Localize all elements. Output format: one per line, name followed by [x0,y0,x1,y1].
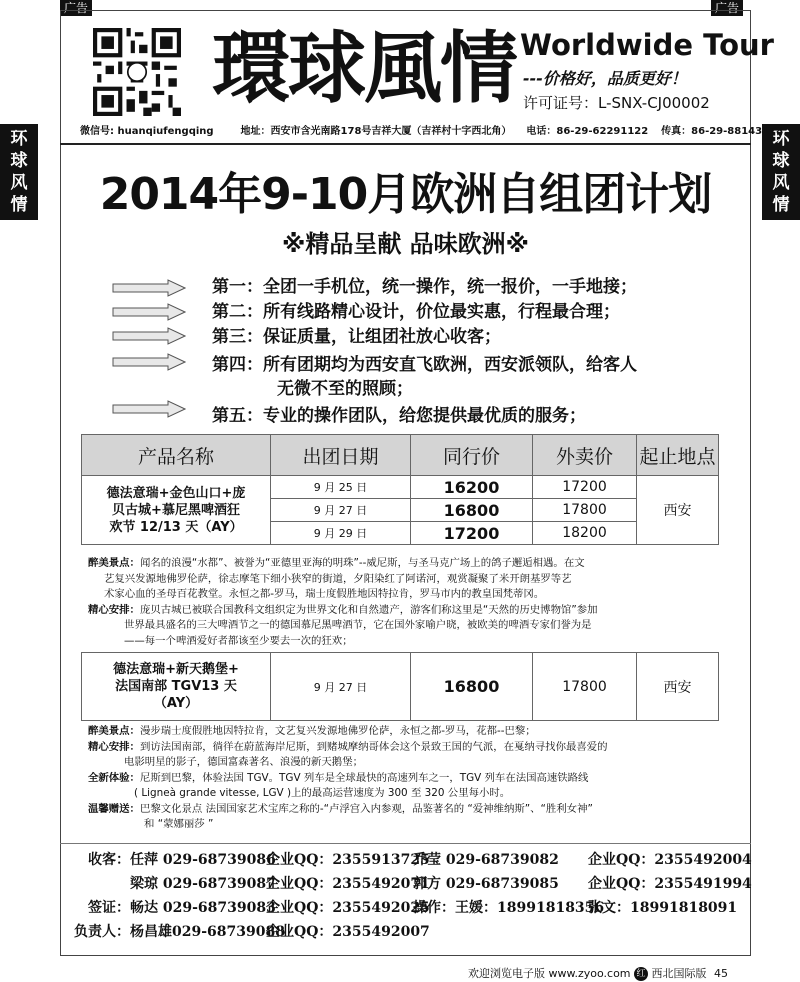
departure-city: 西安 [637,653,719,721]
price-table-2 [81,652,719,721]
product2-description: 醉美景点：漫步瑞士度假胜地因特拉肯，文艺复兴发源地佛罗伦萨，永恒之都-罗马，花都--巴黎； 精心安排：到访法国南部，徜徉在蔚蓝海岸尼斯，到赌城摩纳哥体会这个景致王国的气派，在戛纳寻找你最喜爱的 电影明星的影子，德国富森著名、浪漫的新天鹅堡； 全新体验：尼斯到巴黎，体验法国 TGV。TGV 列车是全球最快的高速列车之一，TGV 列车在法国高速铁路线 ( Ligneà grande vitesse, LGV )上的最高运营速度为 300 至 320 公里每小时。 温馨赠送：巴黎文化景点 法国国家艺术宝库之称的-“卢浮宫入内参观，品鉴著名的 “爱神维纳斯”、“胜利女神” 和 “蒙娜丽莎 ” [88,725,608,830]
ad-label-right: 广告 [711,0,743,16]
table-row-date: 9 月 27 日 [271,499,411,522]
product-name: 德法意瑞+金色山口+庞 贝古城+慕尼黑啤酒狂 欢节 12/13 天（AY） [82,476,271,545]
contact-name: 签证：畅达 029-68739083 [88,900,276,916]
contact-name: 张文：18991818091 [588,900,738,916]
page-subtitle: ※精品呈献 品味欧洲※ [281,230,530,258]
arrow-right-icon [112,303,186,321]
table-row-retail-price: 17800 [533,499,637,522]
contact-name: 梁琼 029-68739087 [130,876,276,892]
contact-name: 郭方 029-68739085 [413,876,559,892]
contact-name: 收客：任萍 029-68739086 [88,852,276,868]
col-header-retail-price: 外卖价 [533,435,637,476]
table-row-date: 9 月 27 日 [271,653,411,721]
product-name: 德法意瑞+新天鹅堡+ 法国南部 TGV13 天 （AY） [82,653,271,721]
contact-name: 操作：王媛：18991818356 [413,900,605,916]
point-5: 第五：专业的操作团队，给您提供最优质的服务； [212,406,586,426]
table-row-peer-price: 16800 [411,653,533,721]
contact-qq: 企业QQ：2355491994 [588,876,752,892]
address: 地址：西安市含光南路178号吉祥大厦（吉祥村十字西北角） [240,126,512,137]
arrow-right-icon [112,327,186,345]
side-label-right: 环 球 风 情 [762,124,800,220]
fax: 传真：86-29-88143178 [661,126,783,137]
license-number: 许可证号：L-SNX-CJ00002 [523,94,710,112]
contact-qq: 企业QQ：2355492025 [266,900,430,916]
col-header-product: 产品名称 [82,435,271,476]
footer-url-text: 欢迎浏览电子版 www.zyoo.com [468,967,631,980]
contact-qq: 企业QQ：2355492004 [588,852,752,868]
point-4-cont: 无微不至的照顾； [277,379,413,399]
table-row-peer-price: 17200 [411,522,533,545]
point-2: 第二：所有线路精心设计，价位最实惠，行程最合理； [212,302,620,322]
edition: 西北国际版 [651,967,707,980]
contacts-divider [60,843,751,844]
arrow-right-icon [112,400,186,418]
departure-city: 西安 [637,476,719,545]
table-row-peer-price: 16800 [411,499,533,522]
product1-description: 醉美景点：闻名的浪漫“水都”、被誉为“亚德里亚海的明珠”--威尼斯，与圣马克广场上的鸽子邂逅相遇。在文 艺复兴发源地佛罗伦萨，徐志摩笔下细小狭窄的街道，夕阳染红了阿诺河，观赏凝聚了米开朗基罗等艺 术家心血的圣母百花教堂。永恒之都-罗马，瑞士度假胜地因特拉肯，罗马市内的教皇国梵蒂冈。 精心安排：庞贝古城已被联合国教科文组织定为世界文化和自然遗产，游客们称这里是“天然的历史博物馆”参加 世界最具盛名的三大啤酒节之一的德国慕尼黑啤酒节，它在国外家喻户晓，被欧美的啤酒专家们誉为是 ——每一个啤酒爱好者都该至少要去一次的狂欢； [88,557,598,647]
contact-name: 负责人：杨昌雄029-68739088 [74,924,285,940]
table-row-peer-price: 16200 [411,476,533,499]
address-bar [80,122,783,137]
table-row-retail-price: 17800 [533,653,637,721]
page-title: 2014年9-10月欧洲自组团计划 [99,169,712,220]
brand-english: Worldwide Tour [520,28,774,62]
brand-title: 環球風情 [212,24,517,114]
table-row-date: 9 月 25 日 [271,476,411,499]
col-header-city: 起止地点 [637,435,719,476]
table-row-retail-price: 17200 [533,476,637,499]
point-3: 第三：保证质量，让组团社放心收客； [212,327,501,347]
ad-label-left: 广告 [60,0,92,16]
slogan: ---价格好，品质更好！ [523,69,687,88]
col-header-peer-price: 同行价 [411,435,533,476]
badge-icon: 红 [634,967,648,981]
contact-qq: 企业QQ：2355492007 [266,924,430,940]
arrow-right-icon [112,353,186,371]
contact-qq: 企业QQ：2355913725 [266,852,430,868]
page-number: 45 [714,967,729,980]
point-4: 第四：所有团期均为西安直飞欧洲，西安派领队，给客人 [212,355,637,375]
qr-code-icon [93,28,181,116]
point-1: 第一：全团一手机位，统一操作，统一报价，一手地接； [212,277,637,297]
price-table [81,434,719,545]
phone: 电话：86-29-62291122 [526,126,649,137]
col-header-date: 出团日期 [271,435,411,476]
table-row-retail-price: 18200 [533,522,637,545]
footer [468,965,728,981]
table-row-date: 9 月 29 日 [271,522,411,545]
contact-name: 乔莹 029-68739082 [413,852,559,868]
contact-qq: 企业QQ：2355492071 [266,876,430,892]
arrow-right-icon [112,279,186,297]
header-divider [60,143,751,145]
side-label-left: 环 球 风 情 [0,124,38,220]
wechat-id: 微信号: huanqiufengqing [80,126,214,137]
